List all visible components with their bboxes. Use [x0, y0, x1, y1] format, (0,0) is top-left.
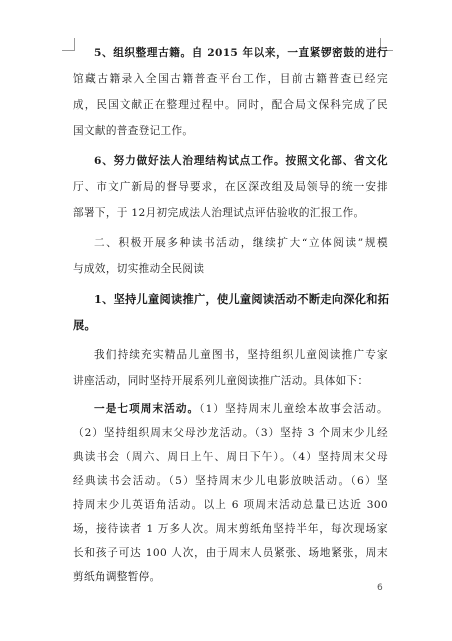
paragraph-6-line-2: （2）坚持组织周末父母沙龙活动。（3）坚持 3 个周末少儿经	[73, 427, 388, 439]
paragraph-1-line-1	[73, 46, 388, 60]
paragraph-1-line-2: 馆藏古籍录入全国古籍普查平台工作，目前古籍普查已经完	[73, 73, 388, 85]
paragraph-2-line-3: 部署下，于 12月初完成法人治理试点评估验收的汇报工作。	[73, 207, 365, 219]
paragraph-3-line-2: 与成效，切实推动全民阅读	[73, 263, 205, 275]
paragraph-1-line-4: 国文献的普查登记工作。	[73, 125, 194, 137]
paragraph-6-lead: 一是七项周末活动。	[94, 403, 200, 415]
paragraph-6-line-6: 场，接待读者 1 万多人次。周末剪纸角坚持半年，每次现场家	[73, 523, 388, 535]
paragraph-5-line-2: 讲座活动，同时坚持开展系列儿童阅读推广活动。具体如下：	[73, 375, 369, 387]
section-heading-line-1: 1、坚持儿童阅读推广，使儿童阅读活动不断走向深化和拓	[94, 292, 390, 306]
paragraph-2-line-1	[73, 154, 388, 168]
paragraph-6-line-4: 经典读书会活动。（5）坚持周末少儿电影放映活动。（6）坚	[73, 475, 388, 487]
paragraph-5-line-1: 我们持续充实精品儿童图书，坚持组织儿童阅读推广专家	[94, 349, 388, 361]
paragraph-6-line-1	[73, 402, 388, 416]
paragraph-6-line-1-text: （1）坚持周末儿童绘本故事会活动。	[199, 403, 389, 415]
paragraph-1-line-3: 成，民国文献正在整理过程中。同时，配合局文保科完成了民	[73, 99, 388, 111]
paragraph-1-line-1-text: 5、组织整理古籍。自 2015 年以来，一直紧锣密鼓的进行	[94, 47, 388, 59]
paragraph-2-line-1-text: 6、努力做好法人治理结构试点工作。按照文化部、省文化	[94, 155, 388, 167]
section-heading-line-2: 展。	[73, 318, 96, 332]
paragraph-3-line-1: 二、积极开展多种读书活动，继续扩大“立体阅读”规模	[94, 237, 388, 249]
paragraph-6-line-7: 长和孩子可达 100 人次，由于周末人员紧张、场地紧张，周末	[73, 547, 388, 559]
paragraph-6-line-3: 典读书会（周六、周日上午、周日下午）。（4）坚持周末父母	[73, 451, 388, 463]
paragraph-6-line-8: 剪纸角调整暂停。	[73, 571, 161, 583]
paragraph-2-line-2: 厅、市文广新局的督导要求，在区深改组及局领导的统一安排	[73, 181, 388, 193]
page-number: 6	[377, 583, 383, 593]
paragraph-6-line-5: 持周末少儿英语角活动。以上 6 项周末活动总量已达近 300	[73, 499, 388, 511]
